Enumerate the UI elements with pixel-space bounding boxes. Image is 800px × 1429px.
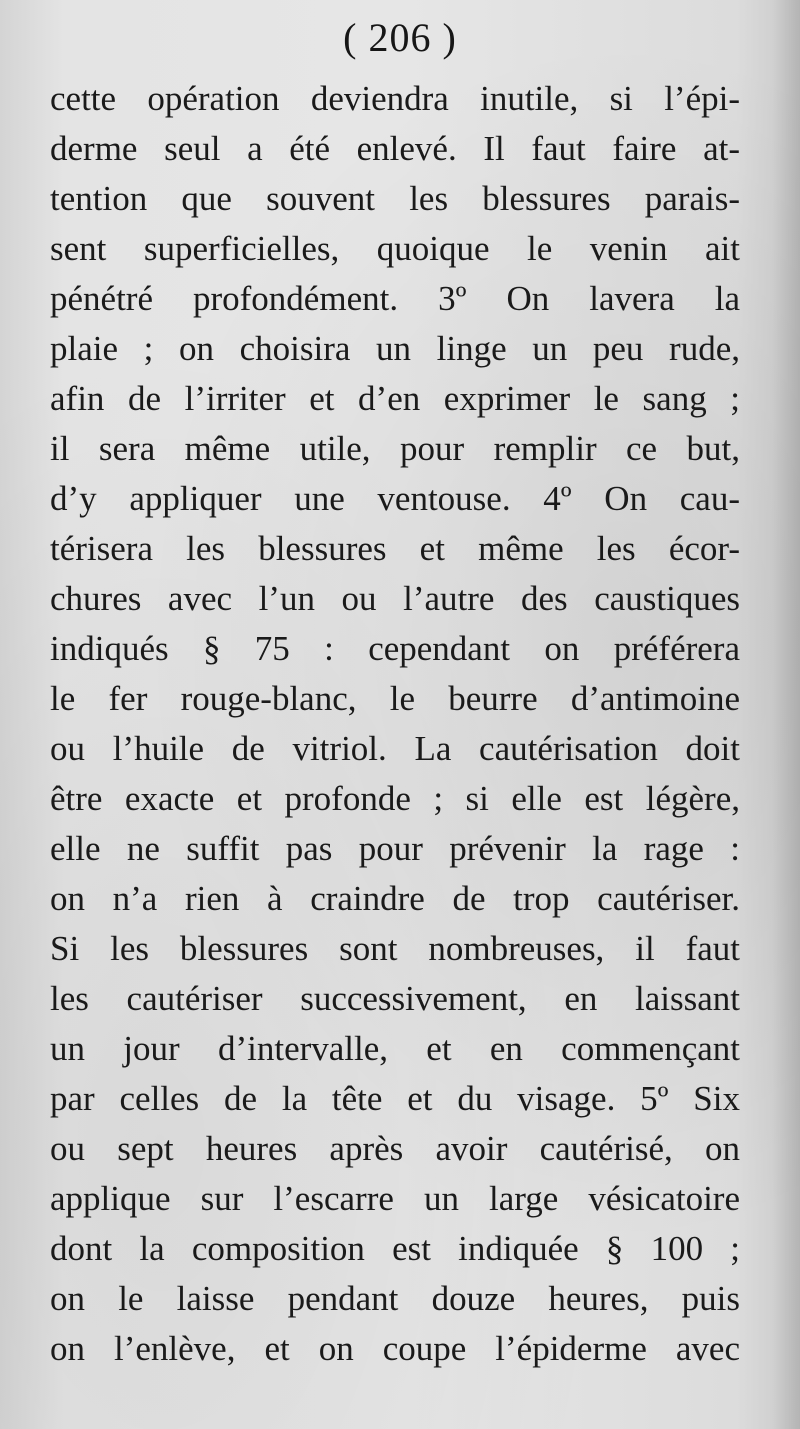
text-line: un jour d’intervalle, et en commençant: [50, 1029, 740, 1068]
text-line: on n’a rien à craindre de trop cautériser.: [50, 879, 740, 918]
text-line: sent superficielles, quoique le venin ait: [50, 229, 740, 268]
text-line: être exacte et profonde ; si elle est légère,: [50, 779, 740, 818]
text-line: pénétré profondément. 3º On lavera la: [50, 279, 740, 318]
text-line: par celles de la tête et du visage. 5º Six: [50, 1079, 740, 1118]
text-line: on l’enlève, et on coupe l’épiderme avec: [50, 1329, 740, 1368]
text-line: térisera les blessures et même les écor-: [50, 529, 740, 568]
text-line: chures avec l’un ou l’autre des caustiques: [50, 579, 740, 618]
text-line: ou sept heures après avoir cautérisé, on: [50, 1129, 740, 1168]
text-line: elle ne suffit pas pour prévenir la rage :: [50, 829, 740, 868]
text-line: ou l’huile de vitriol. La cautérisation doit: [50, 729, 740, 768]
text-line: afin de l’irriter et d’en exprimer le sang ;: [50, 379, 740, 418]
text-line: d’y appliquer une ventouse. 4º On cau-: [50, 479, 740, 518]
text-line: le fer rouge-blanc, le beurre d’antimoine: [50, 679, 740, 718]
text-line: les cautériser successivement, en laissant: [50, 979, 740, 1018]
text-line: cette opération deviendra inutile, si l’épi-: [50, 79, 740, 118]
text-line: on le laisse pendant douze heures, puis: [50, 1279, 740, 1318]
text-line: applique sur l’escarre un large vésicatoire: [50, 1179, 740, 1218]
text-line: indiqués § 75 : cependant on préférera: [50, 629, 740, 668]
text-line: derme seul a été enlevé. Il faut faire at-: [50, 129, 740, 168]
text-line: il sera même utile, pour remplir ce but,: [50, 429, 740, 468]
page-number: ( 206 ): [343, 15, 457, 60]
text-line: dont la composition est indiquée § 100 ;: [50, 1229, 740, 1268]
text-line: Si les blessures sont nombreuses, il faut: [50, 929, 740, 968]
body-text: [50, 74, 740, 1374]
text-line: plaie ; on choisira un linge un peu rude,: [50, 329, 740, 368]
text-line: tention que souvent les blessures parais-: [50, 179, 740, 218]
